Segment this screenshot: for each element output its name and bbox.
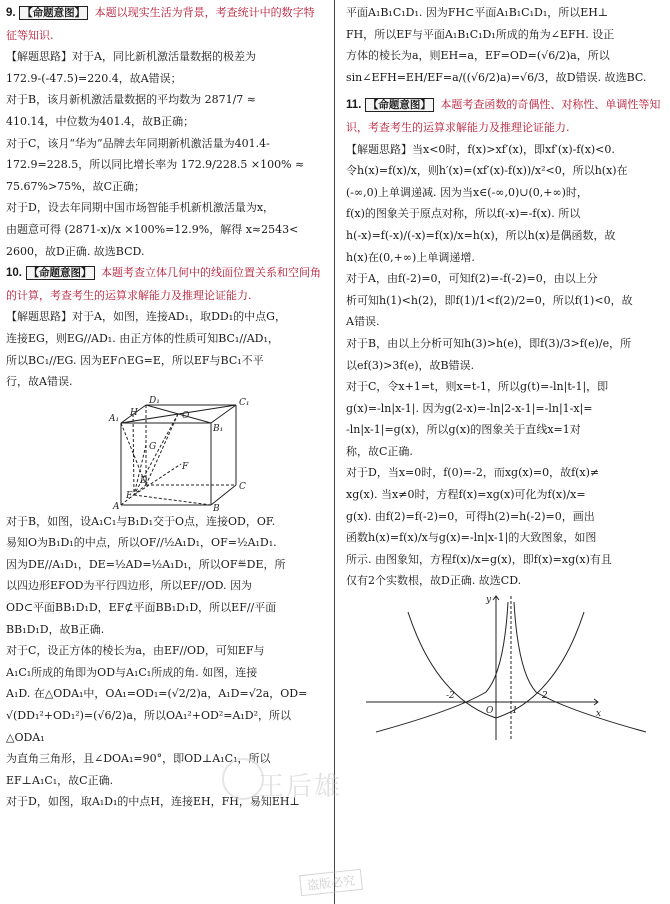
q10-intent-tag: 【命题意图】 xyxy=(26,266,95,280)
q10-cont-line: FH，所以EF与平面A₁B₁C₁D₁所成的角为∠EFH. 设正 xyxy=(346,27,615,41)
q9-line: 75.67%>75%，故C正确； xyxy=(6,179,146,193)
graph-label-y: y xyxy=(486,595,492,606)
q10-cont-line: 平面A₁B₁C₁D₁. 因为FH⊂平面A₁B₁C₁D₁，所以EH⊥ xyxy=(346,6,609,19)
q11-line: f(x)的图象关于原点对称，所以f(-x)=-f(x). 所以 xyxy=(346,207,581,221)
q10-line: 【解题思路】对于A，如图，连接AD₁，取DD₁的中点G， xyxy=(6,310,286,324)
cube-label-c1: C₁ xyxy=(239,397,250,408)
q10-intent xyxy=(6,262,324,306)
q10-solution-a xyxy=(6,306,324,392)
cube-label-c: C xyxy=(239,481,246,492)
q11-line: g(x). 由f(2)=f(-2)=0，可得h(2)=h(-2)=0，画出 xyxy=(346,509,595,523)
q11-line: g(x)=-ln|x-1|. 因为g(2-x)=-ln|2-x-1|=-ln|1-x|= xyxy=(346,401,593,415)
q11-line: 对于A，由f(-2)=0，可知f(2)=-f(-2)=0，由以上分 xyxy=(346,272,598,286)
q9-line: 【解题思路】对于A，同比新机激活量数据的极差为 xyxy=(6,50,256,64)
q9-line: 由题意可得 (2871-x)/x ×100%=12.9%，解得 x≈2543< xyxy=(6,222,299,236)
cube-label-d: D xyxy=(140,475,148,486)
q9-line: 410.14，中位数为401.4，故B正确； xyxy=(6,114,195,128)
q11-line: -ln|x-1|=g(x)，所以g(x)的图象关于直线x=1对 xyxy=(346,423,581,437)
q10-line: 对于C，设正方体的棱长为a，由EF//OD，可知EF与 xyxy=(6,644,265,658)
q10-line: EF⊥A₁C₁，故C正确. xyxy=(6,773,114,787)
cube-label-f: F xyxy=(182,461,189,472)
cube-label-b1: B₁ xyxy=(213,423,224,434)
graph-label-2: 2 xyxy=(542,691,548,702)
q11-line: 以ef(3)>3f(e)，故B错误. xyxy=(346,358,475,372)
q10-line: 所以BC₁//EG. 因为EF∩EG=E，所以EF与BC₁不平 xyxy=(6,353,264,367)
q9-line: 对于D，设去年同期中国市场智能手机新机激活量为x， xyxy=(6,201,275,215)
q11-line: h(x)在(0,+∞)上单调递增. xyxy=(346,250,475,264)
q11-line: h(-x)=f(-x)/(-x)=f(x)/x=h(x)，所以h(x)是偶函数，故 xyxy=(346,228,616,242)
q11-line: xg(x). 当x≠0时，方程f(x)=xg(x)可化为f(x)/x= xyxy=(346,488,586,502)
function-graph xyxy=(346,592,664,742)
q11-line: A错误. xyxy=(346,315,380,329)
q9-number: 9. xyxy=(6,7,16,19)
q11-line: 仅有2个实数根，故D正确. 故选CD. xyxy=(346,574,522,588)
q10-line: 因为DE//A₁D₁，DE=½AD=½A₁D₁，所以OF≝DE，所 xyxy=(6,557,286,571)
cube-label-b: B xyxy=(213,503,220,511)
graph-label-x: x xyxy=(596,709,602,720)
q11-line: (-∞,0)上单调递减. 因为当x∈(-∞,0)∪(0,+∞)时， xyxy=(346,185,588,199)
cube-label-e: E xyxy=(126,490,133,501)
cube-label-h: H xyxy=(130,407,138,418)
q10-line: 连接EG，则EG//AD₁. 由正方体的性质可知BC₁//AD₁， xyxy=(6,331,279,345)
q9-intent-text: 本题以现实生活为背景，考查统计中的数字特征等知识. xyxy=(6,6,315,42)
q11-line: 对于C，令x+1=t，则x=t-1，所以g(t)=-ln|t-1|，即 xyxy=(346,380,609,394)
q9-line: 172.9=228.5，所以同比增长率为 172.9/228.5 ×100% ≈ xyxy=(6,158,305,172)
q11-line: 【解题思路】当x<0时，f(x)>xf′(x)，即xf′(x)-f(x)<0. xyxy=(346,142,615,156)
graph-label-origin: O xyxy=(486,706,494,717)
q10-number: 10. xyxy=(6,267,22,280)
g-curve-right xyxy=(514,602,646,732)
q9-line: 对于C，该月“华为”品牌去年同期新机激活量为401.4- xyxy=(6,136,270,150)
q11-line: 函数h(x)=f(x)/x与g(x)=-ln|x-1|的大致图象，如图 xyxy=(346,531,597,545)
stamp: 盗版必究 xyxy=(299,869,363,896)
cube-label-a1: A₁ xyxy=(109,413,120,424)
q10-line: 以四边形EFOD为平行四边形，所以EF//OD. 因为 xyxy=(6,579,253,593)
q10-line: 对于D，如图，取A₁D₁的中点H，连接EH，FH，易知EH⊥ xyxy=(6,795,300,809)
q10-line: 易知O为B₁D₁的中点，所以OF//½A₁D₁，OF=½A₁D₁. xyxy=(6,536,277,550)
q9-line: 对于B，该月新机激活量数据的平均数为 2871/7 ≈ xyxy=(6,93,256,107)
q11-line: 令h(x)=f(x)/x，则h′(x)=(xf′(x)-f(x))/x²<0，所以h(x)在 xyxy=(346,164,628,178)
q11-intent xyxy=(346,94,664,138)
q11-intent-tag: 【命题意图】 xyxy=(365,98,434,112)
q10-continuation xyxy=(346,2,664,88)
graph-label-1: 1 xyxy=(512,706,518,717)
q11-line: 对于B，由以上分析可知h(3)>h(e)，即f(3)/3>f(e)/e，所 xyxy=(346,336,632,350)
q10-line: 为直角三角形，且∠DOA₁=90°，即OD⊥A₁C₁，所以 xyxy=(6,752,271,766)
q11-intent-text: 本题考查函数的奇偶性、对称性、单调性等知识，考查考生的运算求解能力及推理论证能力. xyxy=(346,98,661,134)
cube-figure xyxy=(6,393,324,511)
q10-line: 对于B，如图，设A₁C₁与B₁D₁交于O点，连接OD，OF. xyxy=(6,514,276,528)
q10-cont-line: 方体的棱长为a，则EH=a，EF=OD=(√6/2)a，所以 xyxy=(346,49,610,63)
q11-number: 11. xyxy=(346,99,362,112)
q9-line: 2600，故D正确. 故选BCD. xyxy=(6,244,145,258)
q10-line: A₁C₁所成的角即为OD与A₁C₁所成的角. 如图，连接 xyxy=(6,665,258,679)
q9-intent xyxy=(6,2,324,46)
graph-label-neg2: -2 xyxy=(446,691,455,702)
q10-line: OD⊂平面BB₁D₁D，EF⊄平面BB₁D₁D，所以EF//平面 xyxy=(6,601,277,615)
q11-line: 称，故C正确. xyxy=(346,444,413,458)
watermark: 王后雄 xyxy=(258,771,343,801)
q10-line: A₁D. 在△ODA₁中，OA₁=OD₁=(√2/2)a，A₁D=√2a，OD= xyxy=(6,687,308,701)
q9-solution xyxy=(6,46,324,262)
q9-intent-tag: 【命题意图】 xyxy=(19,6,88,20)
cube-label-d1: D₁ xyxy=(149,395,160,406)
q10-line: BB₁D₁D，故B正确. xyxy=(6,622,105,636)
q10-cont-line: sin∠EFH=EH/EF=a/((√6/2)a)=√6/3，故D错误. 故选BC. xyxy=(346,70,647,84)
q11-line: 对于D，当x=0时，f(0)=-2，而xg(x)=0，故f(x)≠ xyxy=(346,466,600,480)
right-column xyxy=(346,0,664,904)
q11-line: 所示. 由图象知，方程f(x)/x=g(x)，即f(x)=xg(x)有且 xyxy=(346,552,612,566)
cube-label-o: O xyxy=(182,410,190,421)
cube-label-a: A xyxy=(113,501,120,511)
q11-line: 析可知h(1)<h(2)，即f(1)/1<f(2)/2=0，所以f(1)<0，故 xyxy=(346,293,633,307)
q10-intent-text: 本题考查立体几何中的线面位置关系和空间角的计算，考查考生的运算求解能力及推理论证能力. xyxy=(6,266,321,302)
q10-line: 行，故A错误. xyxy=(6,375,73,389)
q9-line: 172.9-(-47.5)=220.4，故A错误； xyxy=(6,71,182,85)
q10-line: √(DD₁²+OD₁²)=(√6/2)a，所以OA₁²+OD²=A₁D²，所以△ODA₁ xyxy=(6,709,292,744)
q11-solution xyxy=(346,139,664,592)
cube-label-g: G xyxy=(149,441,157,452)
